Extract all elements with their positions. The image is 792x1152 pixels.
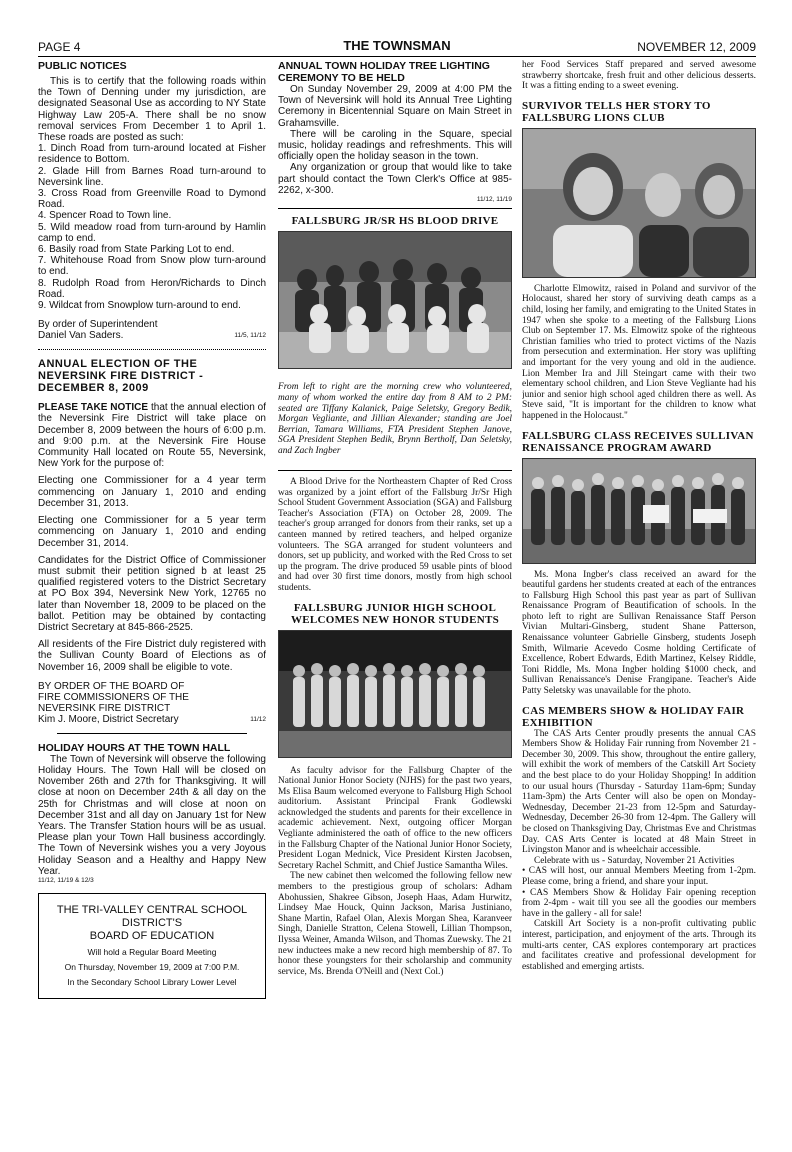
cas-p2: Celebrate with us - Saturday, November 21 Activities: [534, 855, 735, 866]
road-item: 6. Basily road from State Parking Lot to end.: [38, 244, 235, 256]
election-p3: Electing one Commissioner for a 5 year term commencing on January 1, 2010 and ending December 31, 2014.: [38, 515, 266, 549]
issue-date: NOVEMBER 12, 2009: [637, 40, 756, 54]
tree-lighting-p2: There will be caroling in the Square, special music, holiday readings and refreshments. This will officially open the holiday season in the town.: [278, 128, 512, 163]
election-p5: All residents of the Fire District duly registered with the Sullivan County Board of Elections as of November 16, 2009 shall be eligible to vote.: [38, 639, 266, 673]
holiday-hours-title: HOLIDAY HOURS AT THE TOWN HALL: [38, 741, 231, 754]
tree-lighting-p3: Any organization or group that would like to take part should contact the Town Clerk's Office at 985-2262, x-300.: [278, 162, 512, 196]
honor-photo: [278, 630, 512, 758]
election-p4: Candidates for the District Office of Commissioner must submit their petition signed b at least 25 qualified registered voters to the District Secretary at PO Box 394, Neversink New York, 12765 no later than November 18, 2009 to be placed on the ballot. Petition may be obtained by contacting District Secretary at 845-866-2525.: [38, 554, 266, 633]
signature-line: By order of Superintendent: [38, 319, 158, 331]
notice-line: BOARD OF EDUCATION: [89, 929, 215, 942]
notice-line: DISTRICT'S: [121, 916, 183, 929]
honor-title: FALLSBURG JUNIOR HIGH SCHOOL WELCOMES NEW HONOR STUDENTS: [290, 601, 500, 626]
election-sig: FIRE COMMISSIONERS OF THE: [38, 691, 189, 703]
renaissance-title: FALLSBURG CLASS RECEIVES SULLIVAN RENAISSANCE PROGRAM AWARD: [522, 429, 754, 454]
election-title: ANNUAL ELECTION OF THE NEVERSINK FIRE DISTRICT - DECEMBER 8, 2009: [38, 358, 204, 395]
survivor-photo: [522, 128, 756, 278]
honor-continued: her Food Services Staff prepared and served awesome strawberry shortcake, fresh fruit and other delicious desserts. It was a fitting ending to a sweet evening.: [522, 60, 756, 92]
public-notices-title: PUBLIC NOTICES: [38, 60, 127, 72]
election-sig: NEVERSINK FIRE DISTRICT: [38, 702, 171, 714]
road-item: 7. Whitehouse Road from Snow plow turn-around to end.: [38, 255, 266, 278]
notice-line: Will hold a Regular Board Meeting: [87, 946, 217, 957]
column-2: [278, 60, 512, 1120]
road-item: 3. Cross Road from Greenville Road to Dymond Road.: [38, 188, 266, 211]
honor-p1: As faculty advisor for the Fallsburg Chapter of the National Junior Honor Society (NJHS) for the past two years, Ms Elisa Baum welcomed everyone to Fallsburg High School auditorium. Assistant Principal Frank Godlewski acknowledged the students and parents for their excellence in academic achievement. Next, outgoing officer Morgan Vegliante administered the oath of office to the new officers in the Fallsburg Chapter of the National Junior Honor Society, President Logan Mednick, Vice President Kirsten Jacobsen, Secretary Rachel Schmitt, and Chief Justice Samantha Wiles.: [278, 765, 512, 871]
tree-lighting-title: ANNUAL TOWN HOLIDAY TREE LIGHTING CEREMONY TO BE HELD: [278, 60, 490, 84]
run-dates: 11/12: [250, 715, 266, 723]
run-dates: 11/12, 11/19: [476, 196, 512, 204]
notice-line: THE TRI-VALLEY CENTRAL SCHOOL: [56, 903, 248, 916]
cas-p3: Catskill Art Society is a non-profit cultivating public interest, participation, and enjoyment of the arts. Through its multi-arts center, CAS explores contemporary art practices and facilitates creative and professional development for established and emerging artists.: [522, 919, 756, 972]
column-1: [38, 60, 266, 1120]
cas-p1: The CAS Arts Center proudly presents the annual CAS Members Show & Holiday Fair running from November 21 - December 30, 2009. This show, throughout the entire gallery, will exhibit the work of members of the Catskill Art Society and the best place to do your Holiday Shopping! In addition to our usual hours (Thursday - Saturday 11am-6pm; Sunday 11am-3pm) the Arts Center will also be open on Monday-Wednesday, December 21-23 from 12-5pm and Saturday-Wednesday, December 26-30 from 12-4pm. The Gallery will be closed on Thanksgiving Day, Christmas Eve and Christmas Day. CAS Arts Center is located at 48 Main Street in Livingston Manor and is wheelchair accessible.: [522, 728, 756, 856]
honor-p2: The new cabinet then welcomed the following fellow new members to the prestigious group of scholars: Adham Abohussien, Shakree Gibson, Joseph Haas, Adam Hurwitz, Lindsey Mae Houck, Quinn Jackson, Marisa Justiniano, Shane Martin, Rafael Olan, Alexis Morgan Shea, Karanveer Singh, Danielle Stratton, Celena Stowell, Lillian Thompson, Ilyssa Weiner, Amanda Wilson, and Thomas Zuewsky. The 21 new inductees make a new record high membership of 87. To honor these youngsters for their scholarship and community service, Ms. Brenda O'Neill and (Next Col.): [278, 871, 512, 977]
blood-drive-caption: From left to right are the morning crew who volunteered, many of whom worked the entire day from 8 AM to 2 PM: seated are Tiffany Kalanick, Paige Seletsky, Gregory Bedik, Morgan Vegliante, and Jillian Alexander; standing are Joel Berrian, Tamara Williams, FTA President Stephen Janove, SGA President Stephen Bedik, Brynn Bertholf, Dan Seletsky, and Zach Ingber: [278, 382, 512, 456]
public-notices-intro: This is to certify that the following roads within the Town of Denning under my jurisdiction, are designated Seasonal Use as according to NY State Highway Law 205-A. There shall be no snow removal services From December 1 to April 1. These roads are posted as such:: [38, 76, 266, 144]
page-number: PAGE 4: [38, 40, 81, 54]
notice-line: In the Secondary School Library Lower Level: [67, 976, 237, 987]
run-dates: 11/5, 11/12: [234, 332, 266, 340]
election-p1: PLEASE TAKE NOTICE that the annual election of the Neversink Fire District will take place on December 8, 2009 between the hours of 6:00 p.m. and 9:00 p.m. at the Neversink Fire House Community Hall located on Route 55, Neversink, New York for the purpose of:: [38, 402, 266, 470]
tree-lighting-p1: On Sunday November 29, 2009 at 4:00 PM the Town of Neversink will hold its Annual Tree Lighting Ceremony in Bicentennial Square on Main Street in Grahamsville.: [278, 84, 512, 129]
blood-drive-title: FALLSBURG JR/SR HS BLOOD DRIVE: [291, 215, 499, 228]
election-p2: Electing one Commissioner for a 4 year term commencing on January 1, 2010 and ending December 31, 2013.: [38, 475, 266, 509]
road-item: 5. Wild meadow road from turn-around by Hamlin camp to end.: [38, 221, 266, 244]
cas-bullet: • CAS Members Show & Holiday Fair opening reception from 2-4pm - wait till you see all the goodies our members have in the gallery - all for sale!: [522, 887, 756, 919]
road-item: 4. Spencer Road to Town line.: [38, 210, 172, 222]
newspaper-title: THE TOWNSMAN: [343, 38, 451, 53]
cas-bullet: • CAS will host, our annual Members Meeting from 1-2pm. Please come, bring a friend, and share your input.: [522, 866, 756, 887]
run-dates: 11/12, 11/19 & 12/3: [38, 876, 94, 884]
signature-name: Daniel Van Saders. 11/5, 11/12: [38, 330, 266, 342]
road-item: 9. Wildcat from Snowplow turn-around to end.: [38, 300, 241, 312]
renaissance-body: Ms. Mona Ingber's class received an award for the beautiful gardens her students created at each of the entrances to Fallsburg High School this past year as part of Sullivan Renaissance Program of Beautification of schools. In the photo left to right are Sullivan Renaissance Staff Person Vivian Multari-Ginsberg, student Shane Patterson, Renaissance volunteer Gabrielle Ginsberg, students Joseph Smith, Wilmarie Acevedo Cosme holding Certificate of Excellence, Robert Edwards, Edith Martinez, Kelsey Riddle, Toni Riddle, Ms. Mona Ingber holding $1000 check, and Sullivan Renaissance's Denise Frangipane. Teacher's Aide Patty Seletsky was unavailable for the photo.: [522, 569, 756, 697]
survivor-body: Charlotte Elmowitz, raised in Poland and survivor of the Holocaust, shared her story of surviving death camps as a child, losing her family, and emigrating to the United States in 1947 when she spoke to a meeting of the Fallsburg Lions Club on September 17. Ms. Elmowitz spoke of the righteous Christian families who tried to protect victims of the Nazis from persecution and extermination. Her story was uplifting and important for the very young and old in the audience. Lion Member Ira and Jill Steingart came with their two elementary school children, and Lion Steve Vegliante had his junior and senior high school aged children there as well. As Steve said, "It is important for the children to know what happened in the Holocaust.": [522, 283, 756, 421]
election-sig: BY ORDER OF THE BOARD OF: [38, 680, 185, 692]
road-item: 8. Rudolph Road from Heron/Richards to Dinch Road.: [38, 277, 266, 300]
survivor-title: SURVIVOR TELLS HER STORY TO FALLSBURG LIONS CLUB: [522, 99, 711, 124]
blood-drive-body: A Blood Drive for the Northeastern Chapter of Red Cross was organized by a joint effort of the Fallsburg Jr/Sr High School Student Government Association (SGA) and Fallsburg Teacher's Association (FTA) on October 28, 2009. The teacher's group arranged for donors from their ranks, set up a canteen manned by retired teachers, and helped organize volunteers. The SGA arranged for student volunteers and donors, set up publicity, and worked with the Red Cross to set up the program. The drive produced 59 usable pints of blood and had over 30 first time donors, mostly from high school students.: [278, 476, 512, 593]
tri-valley-notice: [38, 893, 266, 999]
renaissance-photo: [522, 458, 756, 564]
column-3: [522, 60, 756, 1120]
holiday-hours-body: The Town of Neversink will observe the following Holiday Hours. The Town Hall will be closed on November 26th and 27th for Thanksgiving. It will close at noon on December 24th & all day on the 25th for Christmas and will close at noon on December 31st and all day on January 1st for New Years. The Transfer Station hours will be as usual. Please plan your Town Hall business accordingly. The Town of Neversink wishes you a very Joyous Holiday Season and a Healthy and Happy New Year.: [38, 753, 266, 877]
notice-line: On Thursday, November 19, 2009 at 7:00 P.M.: [64, 961, 240, 972]
page-header: [38, 40, 756, 57]
cas-title: CAS MEMBERS SHOW & HOLIDAY FAIR EXHIBITION: [522, 704, 745, 729]
election-sig: Kim J. Moore, District Secretary 11/12: [38, 713, 266, 725]
blood-drive-photo: [278, 231, 512, 369]
road-item: 2. Glade Hill from Barnes Road turn-around to Neversink line.: [38, 165, 266, 188]
road-item: 1. Dinch Road from turn-around located at Fisher residence to Bottom.: [38, 143, 266, 166]
